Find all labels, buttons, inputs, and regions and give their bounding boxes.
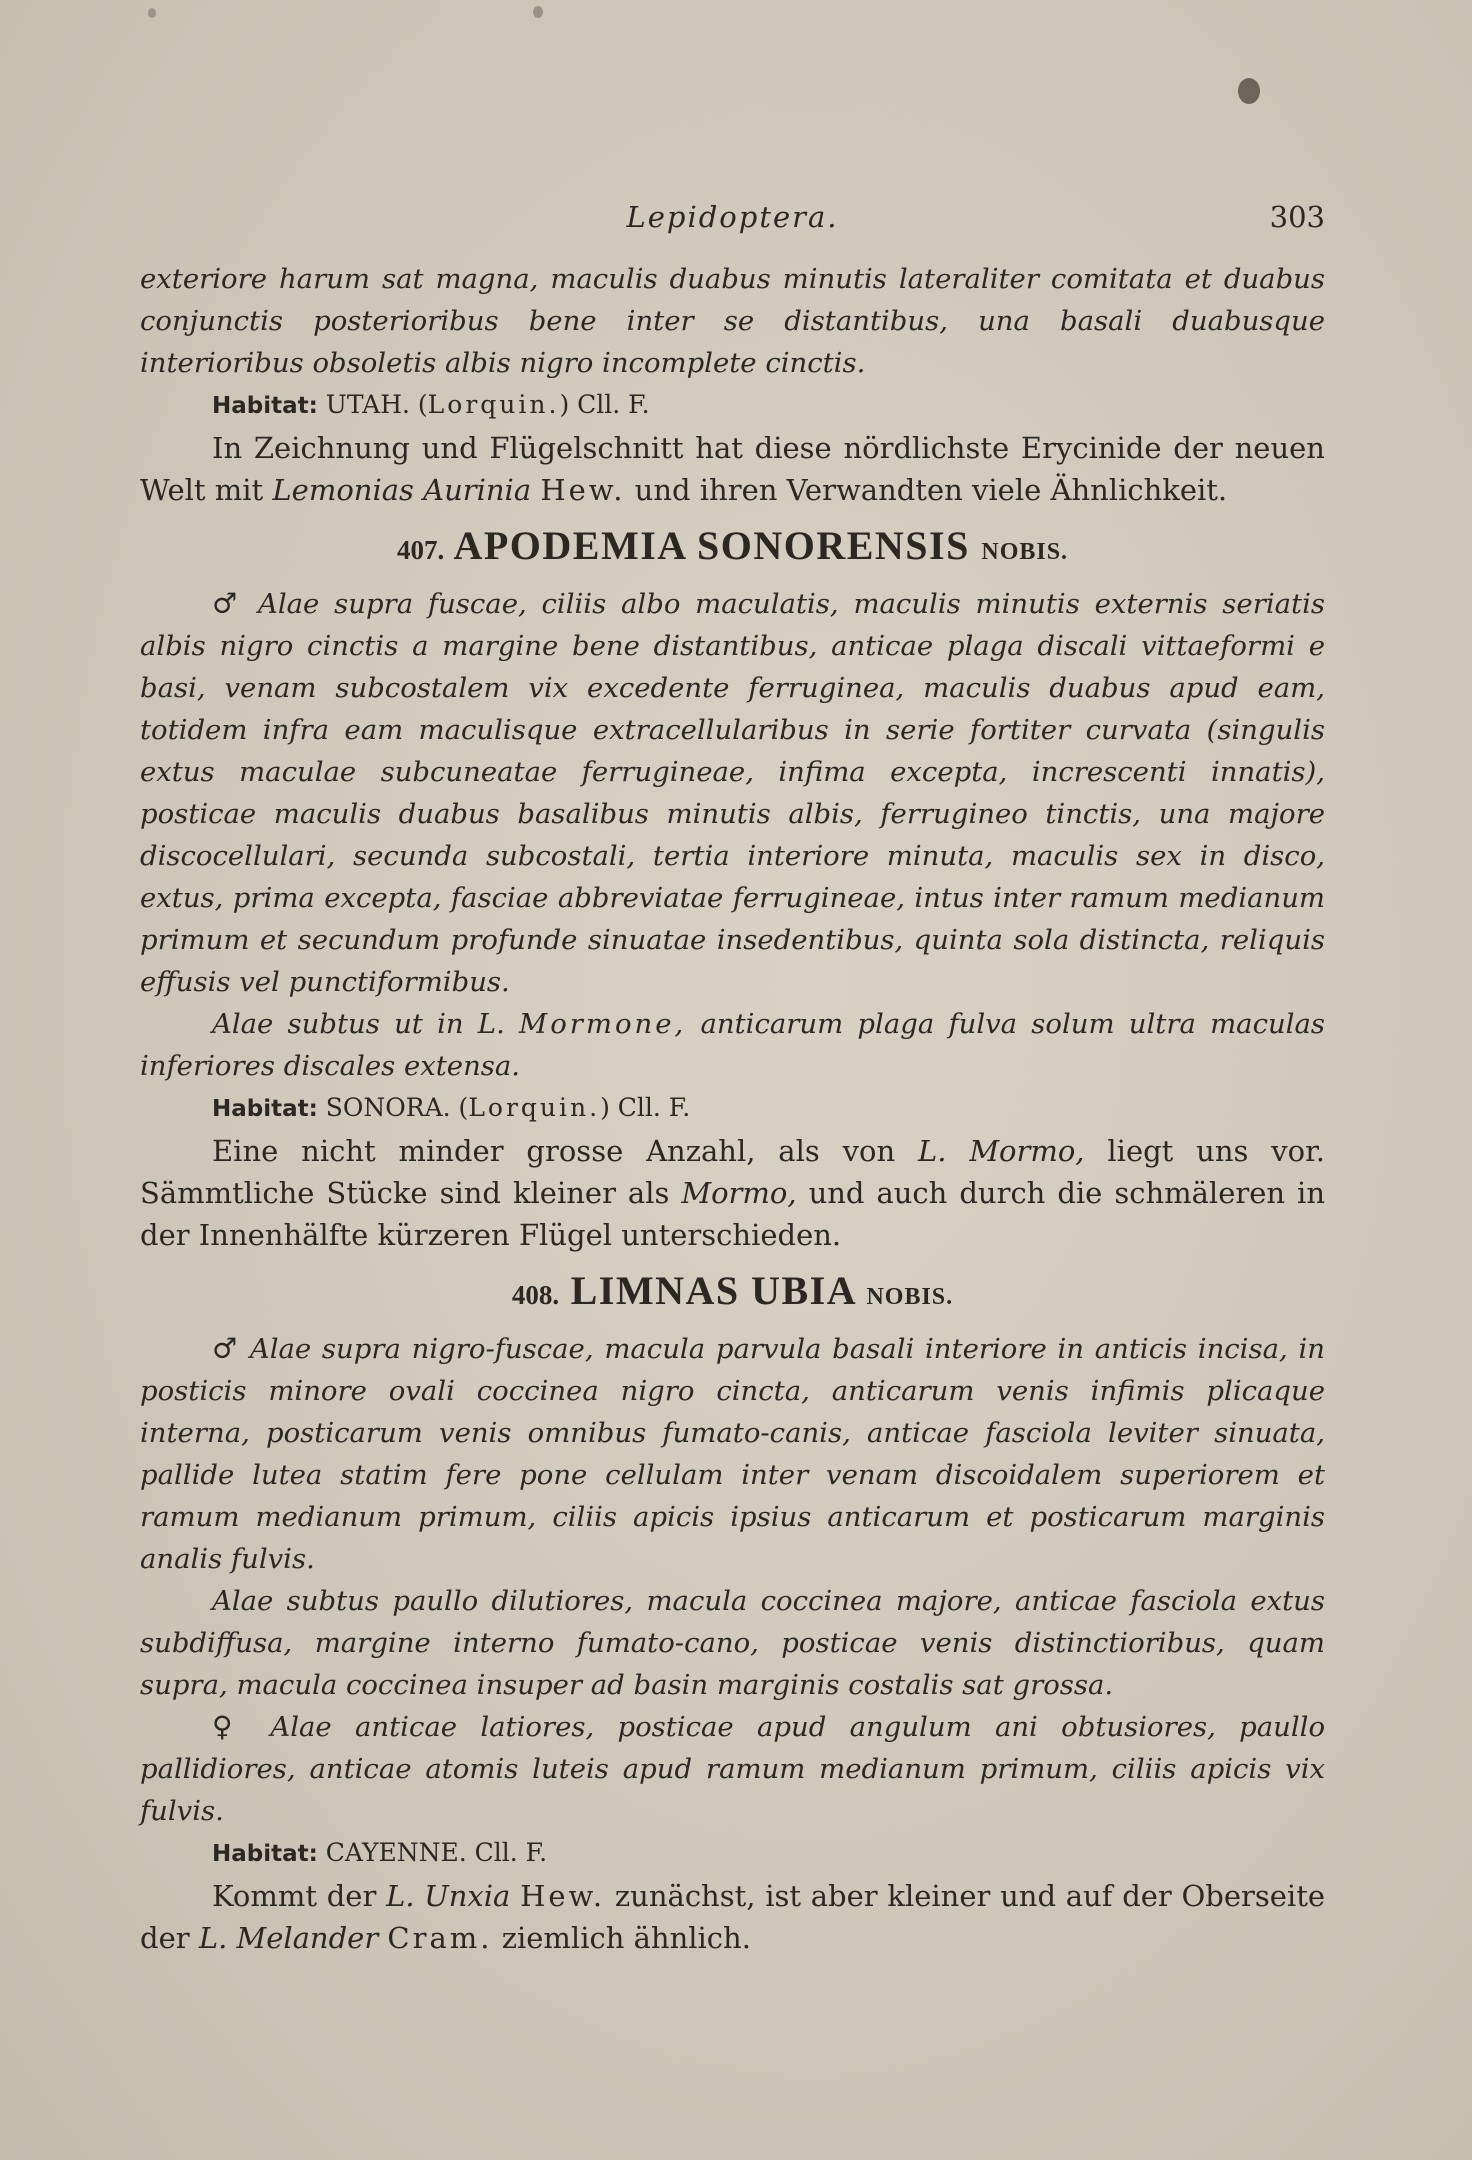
ink-spot xyxy=(148,8,156,18)
species-number: 408. xyxy=(511,1280,560,1310)
habitat-collection: Cll. F. xyxy=(617,1093,691,1122)
latin-description-underside xyxy=(140,1003,1325,1087)
running-head-title: Lepidoptera. xyxy=(626,200,839,234)
habitat-line: Habitat: UTAH. (Lorquin.) Cll. F. xyxy=(212,390,650,419)
german-remark xyxy=(140,1875,1325,1959)
latin-text: Alae subtus ut in L. xyxy=(212,1008,505,1040)
author-reference: Cram. xyxy=(387,1921,493,1955)
german-text: liegt uns vor. Sämmtliche Stücke sind kleiner als xyxy=(140,1134,1326,1210)
male-symbol: ♂ xyxy=(212,587,244,620)
female-symbol: ♀ xyxy=(212,1710,248,1743)
species-reference: Mormone, xyxy=(519,1008,687,1040)
author-reference: Hew. xyxy=(540,473,626,507)
running-head xyxy=(140,200,1325,240)
latin-description-female xyxy=(140,1706,1325,1832)
latin-text: Alae anticae latiores, posticae apud angulum ani obtusiores, paullo pallidiores, anticae atomis luteis apud ramum medianum primum, ciliis apicis vix fulvis. xyxy=(140,1711,1325,1827)
species-reference: Lemonias Aurinia xyxy=(272,473,532,507)
habitat-label: Habitat: xyxy=(212,1841,318,1867)
species-heading-408 xyxy=(140,1266,1325,1322)
habitat-label: Habitat: xyxy=(212,1096,318,1122)
latin-text: anticarum plaga fulva solum ultra maculas inferiores discales extensa. xyxy=(140,1008,1325,1082)
species-reference: L. Melander xyxy=(198,1921,379,1955)
german-text: Eine nicht minder grosse Anzahl, als von xyxy=(212,1134,896,1168)
latin-description-upperside xyxy=(140,583,1325,1003)
german-text: und auch durch die schmäleren in der Innenhälfte kürzeren Flügel unterschieden. xyxy=(140,1176,1325,1252)
latin-text: Alae supra nigro-fuscae, macula parvula basali interiore in anticis incisa, in posticis minore ovali coccinea nigro cincta, anticarum venis infimis plicaque interna, posticarum venis omnibus fumato-canis, anticae fasciola leviter sinuata, pallide lutea statim fere pone cellulam inter venam discoidalem superiorem et ramum medianum primum, ciliis apicis ipsius anticarum et posticarum marginis analis fulvis. xyxy=(140,1333,1325,1575)
habitat-place: CAYENNE. xyxy=(325,1838,467,1867)
species-name: LIMNAS UBIA xyxy=(570,1268,855,1313)
page-number: 303 xyxy=(1269,200,1325,234)
author-reference: Hew. xyxy=(520,1879,606,1913)
latin-text: Alae supra fuscae, ciliis albo maculatis, maculis minutis externis seriatis albis nigro cinctis a margine bene distantibus, anticae plaga discali vittaeformi e basi, venam subcostalem vix excedente ferruginea, maculis duabus apud eam, totidem infra eam maculisque extracellularibus in serie fortiter curvata (singulis extus maculae subcuneatae ferrugineae, infima excepta, increscenti innatis), posticae maculis duabus basalibus minutis albis, ferrugineo tinctis, una majore discocellulari, secunda subcostali, tertia interiore minuta, maculis sex in disco, extus, prima excepta, fasciae abbreviatae ferrugineae, intus inter ramum medianum primum et secundum profunde sinuatae insedentibus, quinta sola distincta, reliquis effusis vel punctiformibus. xyxy=(140,588,1325,998)
german-remark xyxy=(140,427,1325,511)
species-authority: NOBIS. xyxy=(866,1284,954,1310)
latin-description-upperside xyxy=(140,1328,1325,1580)
habitat-collector: Lorquin. xyxy=(468,1093,601,1122)
species-heading-407 xyxy=(140,521,1325,577)
habitat-collection: Cll. F. xyxy=(474,1838,548,1867)
habitat-collector: Lorquin. xyxy=(427,390,560,419)
german-text: Kommt der xyxy=(212,1879,377,1913)
german-text: In Zeichnung und Flügelschnitt hat diese nördlichste Erycinide der neuen Welt mit xyxy=(140,431,1325,507)
species-reference: L. Mormo, xyxy=(918,1134,1085,1168)
habitat-place: SONORA. xyxy=(325,1093,451,1122)
habitat-line xyxy=(140,1832,1325,1875)
german-text: ziemlich ähnlich. xyxy=(501,1921,751,1955)
latin-description-underside: Alae subtus paullo dilutiores, macula coccinea majore, anticae fasciola extus subdiffusa, margine interno fumato-cano, posticae venis distinctioribus, quam supra, macula coccinea insuper ad basin marginis costalis sat grossa. xyxy=(140,1585,1325,1701)
page-content xyxy=(140,258,1325,1959)
species-reference: Mormo, xyxy=(681,1176,797,1210)
male-symbol: ♂ xyxy=(212,1332,240,1365)
german-text: und ihren Verwandten viele Ähnlichkeit. xyxy=(634,473,1228,507)
species-reference: L. Unxia xyxy=(386,1879,511,1913)
species-number: 407. xyxy=(396,535,445,565)
habitat-line: Habitat: SONORA. (Lorquin.) Cll. F. xyxy=(212,1093,691,1122)
ink-spot xyxy=(533,6,543,18)
habitat-place: UTAH. xyxy=(325,390,410,419)
ink-spot xyxy=(1238,78,1260,104)
german-text: zunächst, ist aber kleiner und auf der Oberseite der xyxy=(140,1879,1326,1955)
species-authority: NOBIS. xyxy=(981,539,1069,565)
latin-description-continued: exteriore harum sat magna, maculis duabus minutis lateraliter comitata et duabus conjunctis posterioribus bene inter se distantibus, una basali duabusque interioribus obsoletis albis nigro incomplete cinctis. xyxy=(140,263,1325,379)
habitat-label: Habitat: xyxy=(212,393,318,419)
species-name: APODEMIA SONORENSIS xyxy=(453,523,970,568)
habitat-collection: Cll. F. xyxy=(577,390,650,419)
german-remark xyxy=(140,1130,1325,1256)
